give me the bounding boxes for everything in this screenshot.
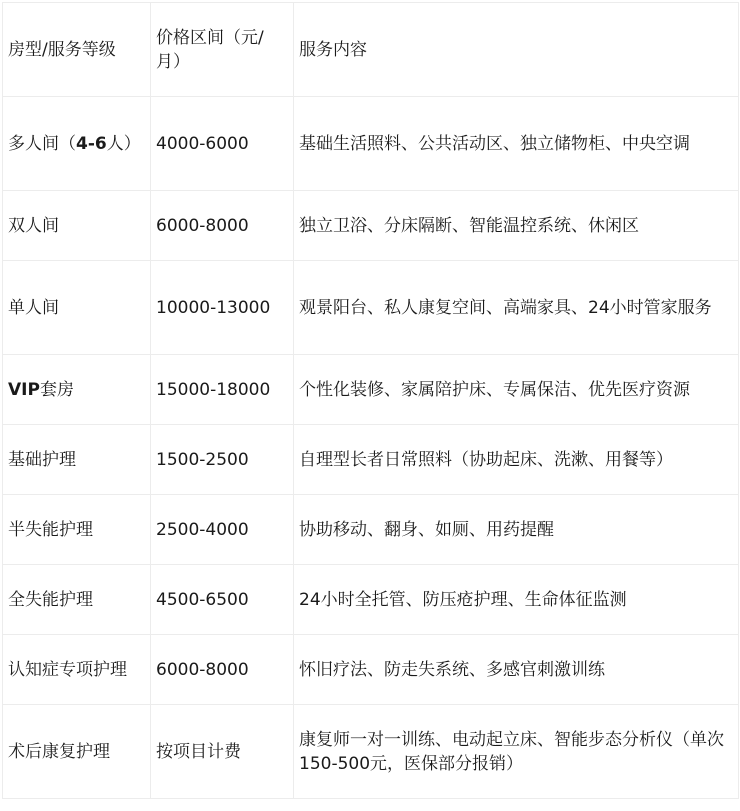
content-cell: 独立卫浴、分床隔断、智能温控系统、休闲区 <box>294 191 739 261</box>
room-type-cell <box>3 261 151 355</box>
price-cell: 按项目计费 <box>151 705 294 799</box>
room-type-cell <box>3 97 151 191</box>
content-cell: 康复师一对一训练、电动起立床、智能步态分析仪（单次150-500元，医保部分报销） <box>294 705 739 799</box>
content-cell: 协助移动、翻身、如厕、用药提醒 <box>294 495 739 565</box>
price-cell: 10000-13000 <box>151 261 294 355</box>
content-cell: 观景阳台、私人康复空间、高端家具、24小时管家服务 <box>294 261 739 355</box>
header-service-content: 服务内容 <box>294 3 739 97</box>
room-type-cell <box>3 565 151 635</box>
header-price-range: 价格区间（元/月） <box>151 3 294 97</box>
room-type-suffix: 套房 <box>39 379 74 400</box>
room-type-text: 基础护理 <box>8 449 76 470</box>
price-cell: 4500-6500 <box>151 565 294 635</box>
table-row <box>3 355 739 425</box>
room-type-text: 全失能护理 <box>8 589 93 610</box>
table-header-row <box>3 3 739 97</box>
table-row <box>3 705 739 799</box>
price-cell: 2500-4000 <box>151 495 294 565</box>
room-type-emphasis: 4-6 <box>76 133 107 154</box>
room-type-cell <box>3 495 151 565</box>
room-type-cell <box>3 425 151 495</box>
room-type-cell <box>3 635 151 705</box>
content-cell: 个性化装修、家属陪护床、专属保洁、优先医疗资源 <box>294 355 739 425</box>
room-type-text: 半失能护理 <box>8 519 93 540</box>
room-type-suffix: 人） <box>106 133 141 154</box>
pricing-table <box>2 2 739 799</box>
table-row <box>3 565 739 635</box>
room-type-cell <box>3 355 151 425</box>
room-type-text: 认知症专项护理 <box>8 659 127 680</box>
content-cell: 自理型长者日常照料（协助起床、洗漱、用餐等） <box>294 425 739 495</box>
price-cell: 6000-8000 <box>151 191 294 261</box>
price-cell: 6000-8000 <box>151 635 294 705</box>
price-cell: 15000-18000 <box>151 355 294 425</box>
header-room-type: 房型/服务等级 <box>3 3 151 97</box>
room-type-text: 多人间（ <box>8 133 76 154</box>
table-row <box>3 425 739 495</box>
table-row <box>3 495 739 565</box>
table-row <box>3 635 739 705</box>
table-row <box>3 97 739 191</box>
room-type-emphasis: VIP <box>8 379 40 400</box>
content-cell: 24小时全托管、防压疮护理、生命体征监测 <box>294 565 739 635</box>
content-cell: 怀旧疗法、防走失系统、多感官刺激训练 <box>294 635 739 705</box>
table-row <box>3 191 739 261</box>
room-type-text: 双人间 <box>8 215 59 236</box>
room-type-text: 术后康复护理 <box>8 741 110 762</box>
content-cell: 基础生活照料、公共活动区、独立储物柜、中央空调 <box>294 97 739 191</box>
price-cell: 1500-2500 <box>151 425 294 495</box>
room-type-cell <box>3 191 151 261</box>
room-type-cell <box>3 705 151 799</box>
table-row <box>3 261 739 355</box>
price-cell: 4000-6000 <box>151 97 294 191</box>
room-type-text: 单人间 <box>8 297 59 318</box>
